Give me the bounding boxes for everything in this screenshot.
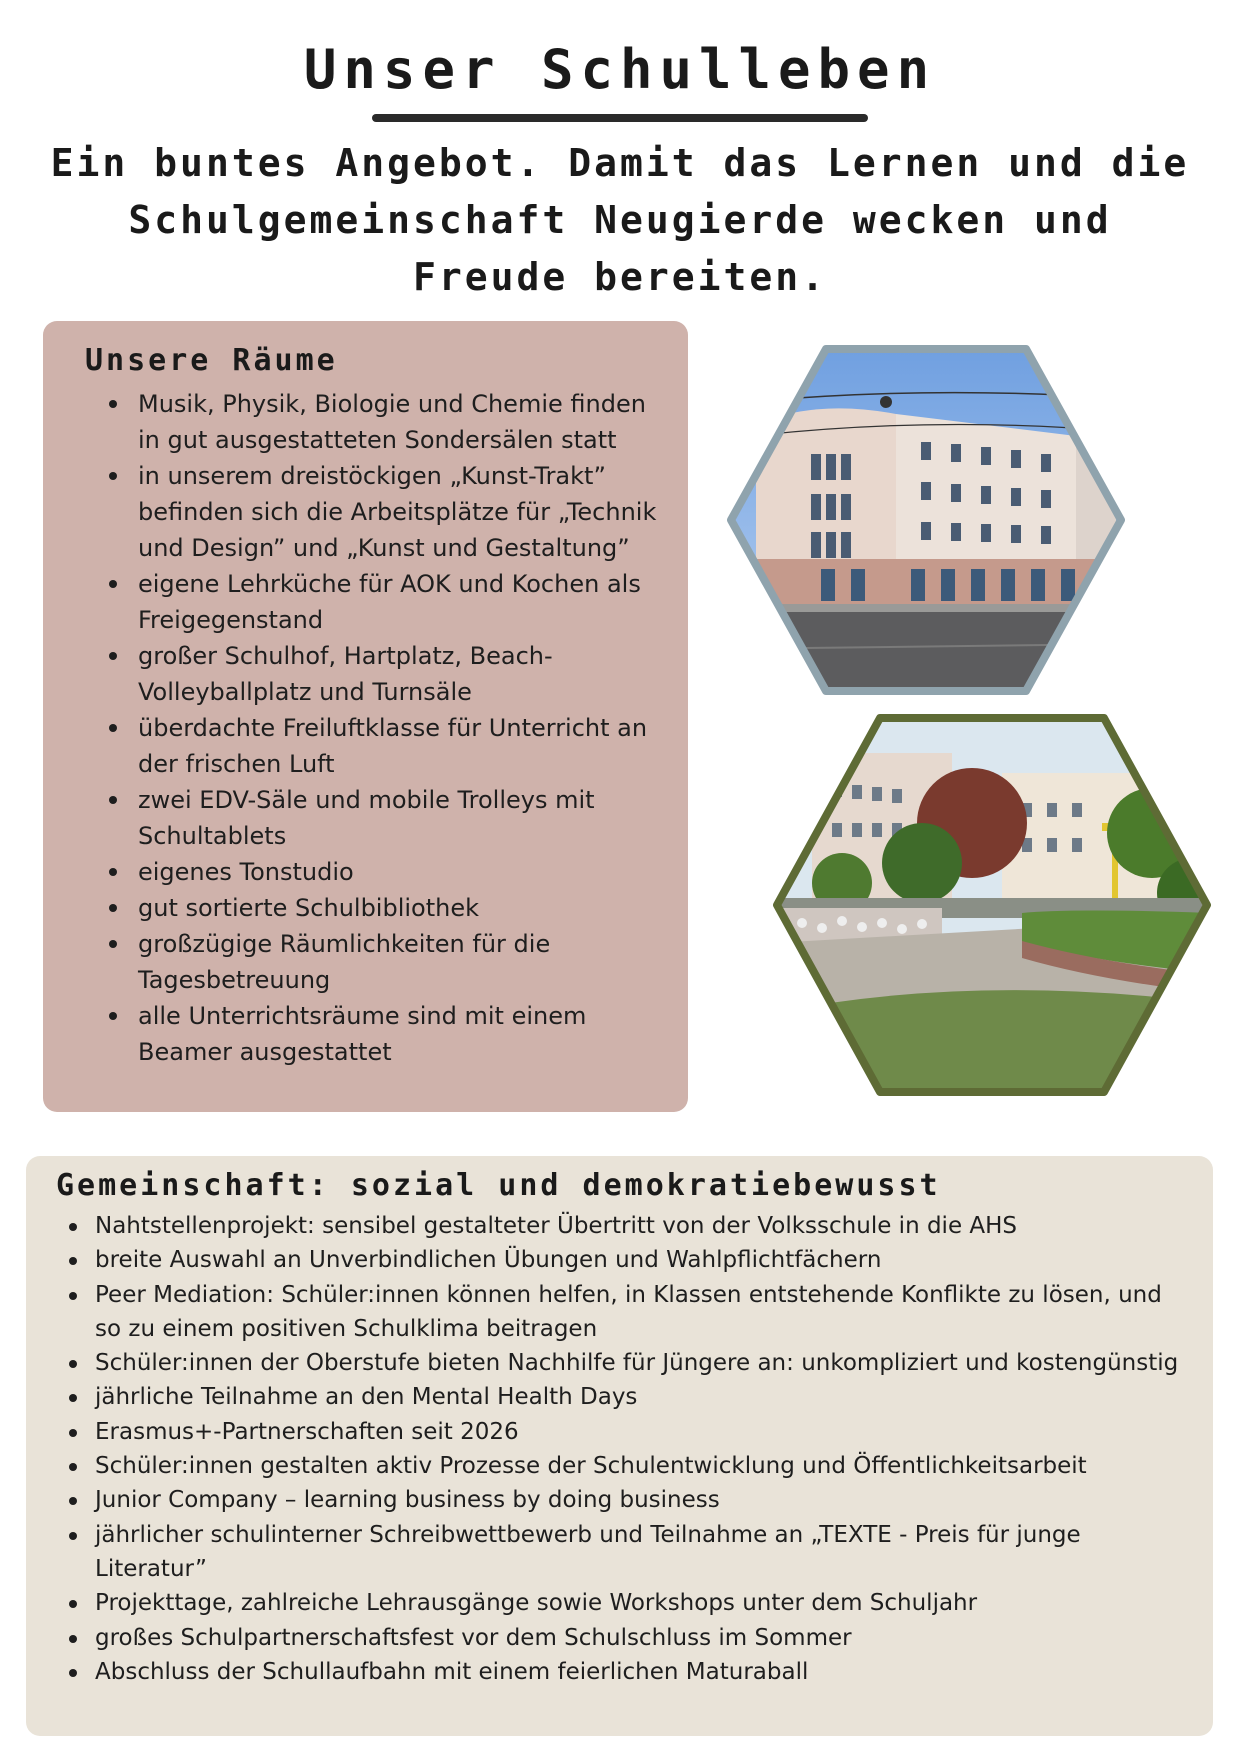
list-item: Erasmus+-Partnerschaften seit 2026 [95, 1415, 1193, 1449]
list-item: Schüler:innen gestalten aktiv Prozesse der Schulentwicklung und Öffentlichkeitsarbeit [95, 1449, 1193, 1483]
school-building-photo [726, 344, 1126, 696]
rooms-list [138, 386, 670, 1070]
list-item: breite Auswahl an Unverbindlichen Übungen und Wahlpflichtfächern [95, 1243, 1193, 1277]
list-item: gut sortierte Schulbibliothek [138, 890, 670, 926]
schoolyard-photo [772, 713, 1212, 1097]
community-section [26, 1156, 1213, 1736]
rooms-section [43, 321, 688, 1112]
list-item: alle Unterrichtsräume sind mit einem Beamer ausgestattet [138, 998, 670, 1070]
list-item: überdachte Freiluftklasse für Unterricht an der frischen Luft [138, 710, 670, 782]
page-subtitle: Ein buntes Angebot. Damit das Lernen und die Schulgemeinschaft Neugierde wecken und Freude bereiten. [50, 141, 1190, 299]
title-underline [372, 114, 868, 122]
list-item: großzügige Räumlichkeiten für die Tagesbetreuung [138, 926, 670, 998]
list-item: eigene Lehrküche für AOK und Kochen als Freigegenstand [138, 566, 670, 638]
list-item: Peer Mediation: Schüler:innen können helfen, in Klassen entstehende Konflikte zu lösen, und so zu einem positiven Schulklima beitragen [95, 1278, 1193, 1347]
list-item: Nahtstellenprojekt: sensibel gestalteter Übertritt von der Volksschule in die AHS [95, 1209, 1193, 1243]
list-item: Schüler:innen der Oberstufe bieten Nachhilfe für Jüngere an: unkompliziert und kostengünstig [95, 1346, 1193, 1380]
community-list [95, 1209, 1193, 1689]
list-item: großer Schulhof, Hartplatz, Beach-Volleyballplatz und Turnsäle [138, 638, 670, 710]
page-title: Unser Schulleben [303, 38, 937, 101]
rooms-heading: Unsere Räume [85, 343, 338, 378]
list-item: Abschluss der Schullaufbahn mit einem feierlichen Maturaball [95, 1655, 1193, 1689]
list-item: großes Schulpartnerschaftsfest vor dem Schulschluss im Sommer [95, 1621, 1193, 1655]
community-heading: Gemeinschaft: sozial und demokratiebewusst [56, 1168, 941, 1203]
list-item: zwei EDV-Säle und mobile Trolleys mit Schultablets [138, 782, 670, 854]
list-item: in unserem dreistöckigen „Kunst-Trakt” befinden sich die Arbeitsplätze für „Technik und Design” und „Kunst und Gestaltung” [138, 458, 670, 566]
list-item: jährliche Teilnahme an den Mental Health Days [95, 1380, 1193, 1414]
list-item: eigenes Tonstudio [138, 854, 670, 890]
list-item: jährlicher schulinterner Schreibwettbewerb und Teilnahme an „TEXTE - Preis für junge Literatur” [95, 1518, 1193, 1587]
list-item: Junior Company – learning business by doing business [95, 1483, 1193, 1517]
list-item: Musik, Physik, Biologie und Chemie finden in gut ausgestatteten Sondersälen statt [138, 386, 670, 458]
list-item: Projekttage, zahlreiche Lehrausgänge sowie Workshops unter dem Schuljahr [95, 1586, 1193, 1620]
